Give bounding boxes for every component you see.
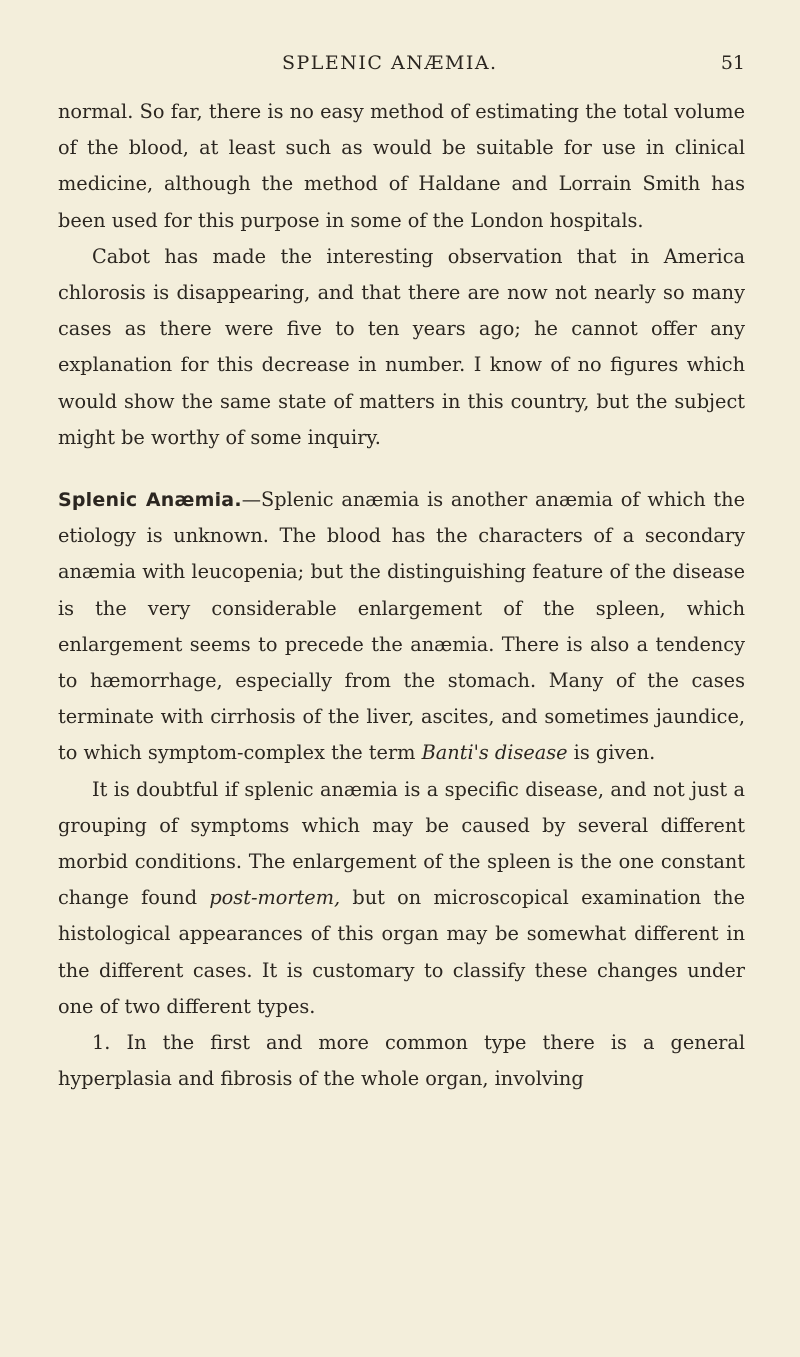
post-mortem-term: post-mortem,	[209, 886, 341, 910]
paragraph-splenic-anaemia-end: is given.	[567, 741, 656, 765]
paragraph-splenic-anaemia-text: —Splenic anæmia is another anæmia of which the etiology is unknown. The blood has the characters of a secondary anæmia with leucopenia; but the distinguishing feature of the disease is the very considerable enlargement of the spleen, which enlargement seems to precede the anæmia. There is also a tendency to hæmorrhage, especially from the stomach. Many of the cases terminate with cirrhosis of the liver, ascites, and sometimes jaundice, to which symptom-complex the term	[58, 488, 745, 765]
running-head	[58, 52, 745, 86]
paragraph-blood-volume: normal. So far, there is no easy method of estimating the total volume of the blood, at least such as would be suitable for use in clinical medicine, although the method of Haldane and Lorrain Smith has been used for this purpose in some of the London hospitals.	[58, 100, 745, 232]
section-heading: Splenic Anæmia.	[58, 489, 242, 512]
paragraph-first-type: 1. In the first and more common type there is a general hyperplasia and fibrosis of the whole organ, involving	[58, 1031, 745, 1091]
paragraph-splenic-anaemia	[58, 482, 745, 772]
page-number: 51	[720, 52, 745, 74]
body-text	[58, 94, 745, 1097]
bantis-disease-term: Banti's disease	[421, 741, 568, 765]
paragraph-specific-disease-end: but on microscopical examination the histological appearances of this organ may be somewhat different in the different cases. It is customary to classify these changes under one of two different types.	[58, 886, 745, 1018]
paragraph-specific-disease	[58, 772, 745, 1025]
paragraph-specific-disease-text: It is doubtful if splenic anæmia is a specific disease, and not just a grouping of symptoms which may be caused by several different morbid conditions. The enlargement of the spleen is the one constant change found	[58, 777, 745, 910]
running-title: SPLENIC ANÆMIA.	[282, 52, 498, 74]
paragraph-chlorosis: Cabot has made the interesting observation that in America chlorosis is disappearing, and that there are now not nearly so many cases as there were five to ten years ago; he cannot offer any explanation for this decrease in number. I know of no figures which would show the same state of matters in this country, but the subject might be worthy of some inquiry.	[58, 244, 745, 449]
